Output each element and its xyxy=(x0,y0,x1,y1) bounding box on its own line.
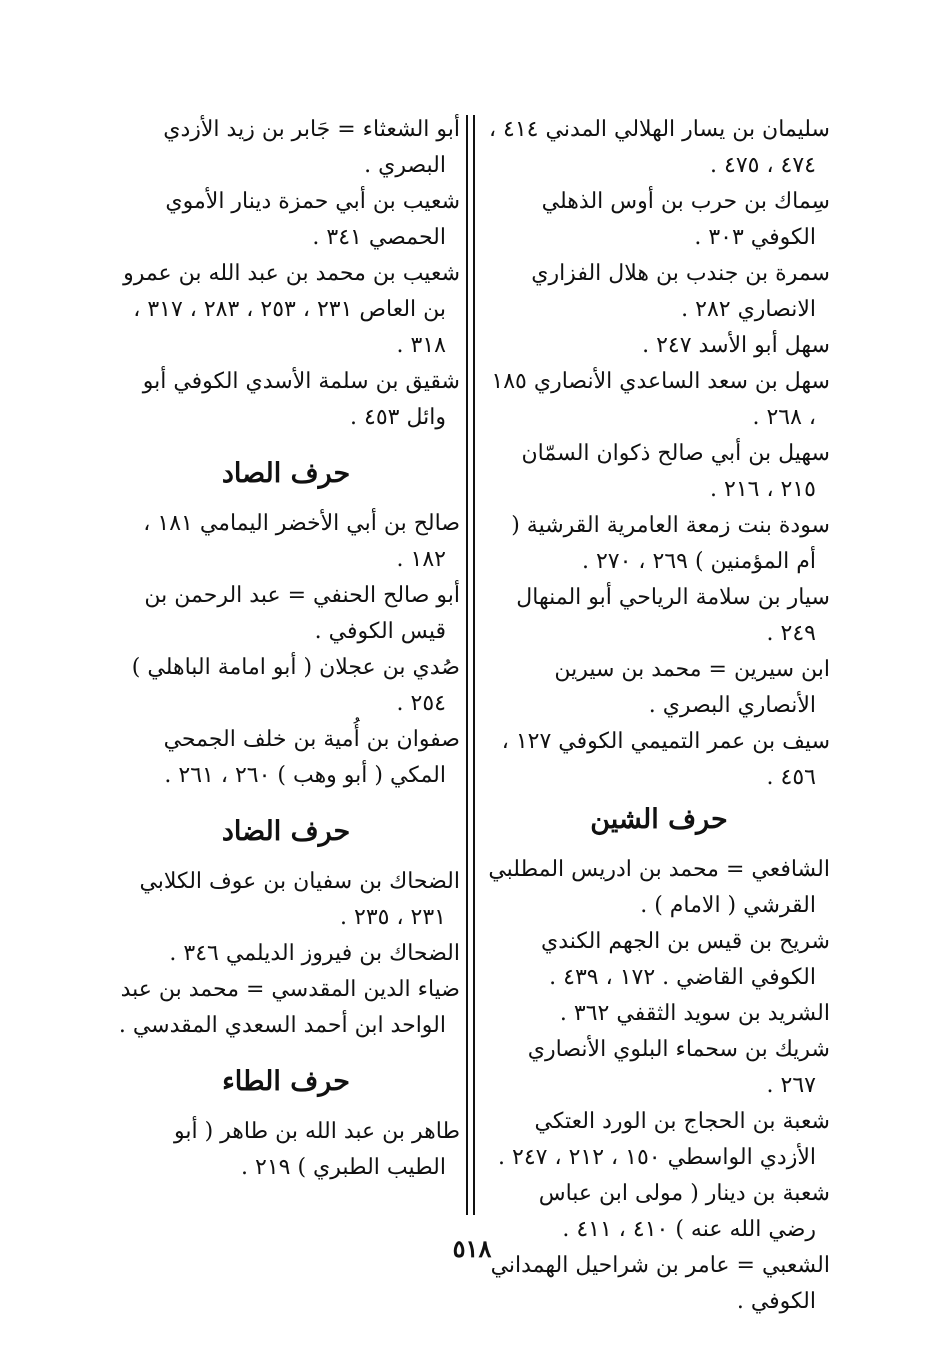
index-entry: الشعبي = عامر بن شراحيل الهمداني الكوفي . xyxy=(490,1253,830,1314)
section-heading: حرف الشين xyxy=(590,804,728,835)
index-entry: شعيب بن محمد بن عبد الله بن عمرو بن العاص ٢٣١ ، ٢٥٣ ، ٢٨٣ ، ٣١٧ ، ٣١٨ . xyxy=(123,261,460,358)
left-column xyxy=(112,112,460,1186)
page-number: ٥١٨ xyxy=(452,1234,492,1263)
index-entry: شعبة بن دينار ( مولى ابن عباس رضي الله عنه ) ٤١٠ ، ٤١١ . xyxy=(538,1181,830,1242)
index-entry: طاهر بن عبد الله بن طاهر ( أبو الطيب الطبري ) ٢١٩ . xyxy=(174,1119,460,1180)
index-entry: شريح بن قيس بن الجهم الكندي الكوفي القاضي . ١٧٢ ، ٤٣٩ . xyxy=(541,929,830,990)
index-entry: سِماك بن حرب بن أوس الذهلي الكوفي ٣٠٣ . xyxy=(541,189,830,250)
right-column xyxy=(488,112,830,1320)
index-entry: صفوان بن أُمية بن خلف الجمحي المكي ( أبو وهب ) ٢٦٠ ، ٢٦١ . xyxy=(163,727,460,788)
column-divider-line xyxy=(466,115,468,1215)
index-entry: سليمان بن يسار الهلالي المدني ٤١٤ ، ٤٧٤ ، ٤٧٥ . xyxy=(488,117,830,178)
index-entry: صُدي بن عجلان ( أبو امامة الباهلي ) ٢٥٤ . xyxy=(131,655,460,716)
index-entry: الشافعي = محمد بن ادريس المطلبي القرشي ( الامام ) . xyxy=(488,857,830,918)
index-entry: شقيق بن سلمة الأسدي الكوفي أبو وائل ٤٥٣ . xyxy=(142,369,460,430)
index-entry: سيف بن عمر التميمي الكوفي ١٢٧ ، ٤٥٦ . xyxy=(501,729,830,790)
index-entry: سودة بنت زمعة العامرية القرشية ( أم المؤمنين ) ٢٦٩ ، ٢٧٠ . xyxy=(511,513,830,574)
section-heading: حرف الضاد xyxy=(221,816,351,847)
index-entry: سمرة بن جندب بن هلال الفزاري الانصاري ٢٨٢ . xyxy=(531,261,830,322)
index-entry: الضحاك بن سفيان بن عوف الكلابي ٢٣١ ، ٢٣٥ . xyxy=(139,869,460,930)
index-entry: ابن سيرين = محمد بن سيرين الأنصاري البصري . xyxy=(554,657,830,718)
section-heading: حرف الصاد xyxy=(221,458,351,489)
index-entry: سهل بن سعد الساعدي الأنصاري ١٨٥ ، ٢٦٨ . xyxy=(491,369,830,430)
index-entry: شعبة بن الحجاج بن الورد العتكي الأزدي الواسطي ١٥٠ ، ٢١٢ ، ٢٤٧ . xyxy=(498,1109,830,1170)
index-entry: شعيب بن أبي حمزة دينار الأموي الحمصي ٣٤١ . xyxy=(165,189,460,250)
index-entry: أبو صالح الحنفي = عبد الرحمن بن قيس الكوفي . xyxy=(144,583,460,644)
index-entry: شريك بن سحماء البلوي الأنصاري ٢٦٧ . xyxy=(527,1037,830,1098)
index-entry: أبو الشعثاء = جَابر بن زيد الأزدي البصري . xyxy=(163,117,460,178)
index-entry: سهيل بن أبي صالح ذكوان السمّان ٢١٥ ، ٢١٦ . xyxy=(521,441,830,502)
section-heading: حرف الطاء xyxy=(222,1066,350,1097)
index-entry: صالح بن أبي الأخضر اليمامي ١٨١ ، ١٨٢ . xyxy=(143,511,460,572)
column-divider-line xyxy=(473,115,475,1215)
index-entry: الشريد بن سويد الثقفي ٣٦٢ . xyxy=(559,1001,830,1026)
index-entry: الضحاك بن فيروز الديلمي ٣٤٦ . xyxy=(169,941,460,966)
index-entry: سهل أبو الأسد ٢٤٧ . xyxy=(642,333,830,358)
index-entry: ضياء الدين المقدسي = محمد بن عبد الواحد ابن أحمد السعدي المقدسي . xyxy=(118,977,460,1038)
index-entry: سيار بن سلامة الرياحي أبو المنهال ٢٤٩ . xyxy=(516,585,830,646)
